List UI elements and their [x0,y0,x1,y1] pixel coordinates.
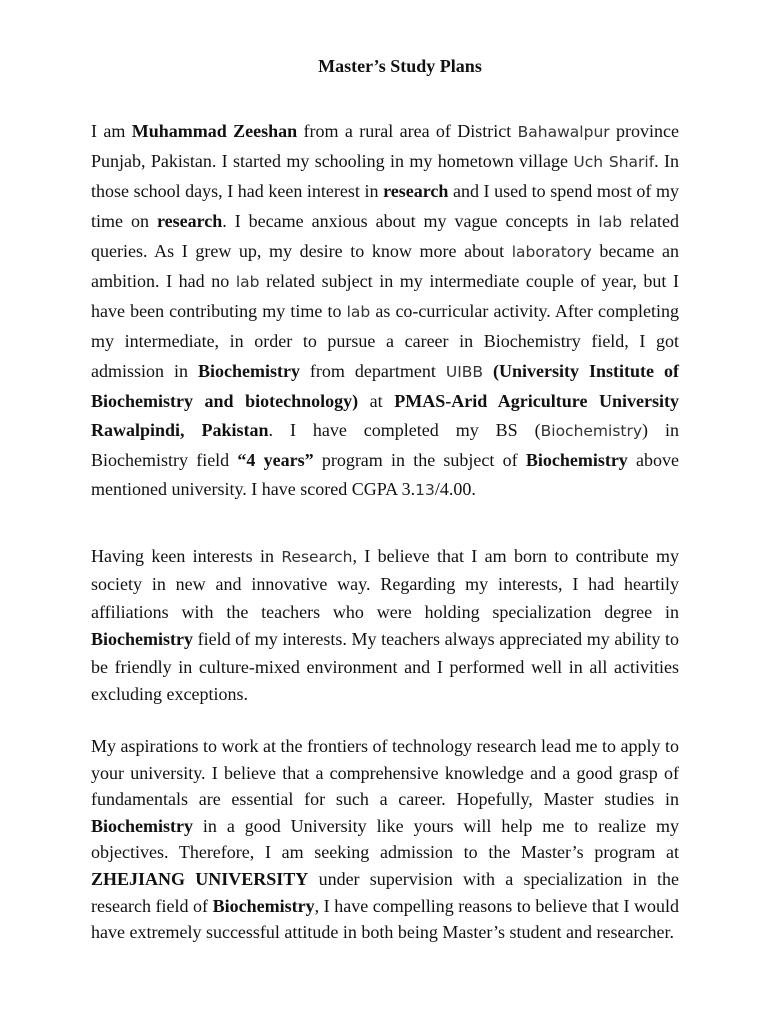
p1-text-5: and I used to spend most of my time on [91,181,679,231]
lab-term-2: lab [235,273,260,292]
p1-text-14: . I have completed my BS ( [268,420,541,441]
university-name: PMAS-Arid Agriculture University Rawalpindi, Pakistan [91,390,679,441]
p3-text-1: My aspirations to work at the frontiers of technology research lead me to apply to your university. I believe that a comprehensive knowledge and a good grasp of fundamentals are essential for such a career. Hopefully, Master studies in [91,736,679,810]
p1-text-6: . I became anxious about my vague concepts in [222,210,599,231]
p1-text-9: related subject in my intermediate couple of year, but I have been contributing my time to [91,271,679,322]
village-name: Uch Sharif [573,153,655,172]
p2-text-2: , I believe that I am born to contribute my society in new and innovative way. Regarding my interests, I had heartily affiliations with the teachers who were holding specialization degree in [91,546,679,622]
biochemistry-paren: Biochemistry [540,422,643,441]
research-term-1: research [383,181,449,202]
laboratory-term: laboratory [511,242,592,261]
p1-text-8: became an ambition. I had no [91,240,679,292]
p1-text-17: above mentioned university. I have scored CGPA 3. [91,450,680,500]
p1-text-7: related queries. As I grew up, my desire to know more about [91,210,679,261]
paragraph-interests [91,543,679,708]
research-term-sans: Research [281,548,353,566]
p3-text-3: under supervision with a specialization in the research field of [91,868,680,916]
biochemistry-term-4: Biochemistry [91,815,193,836]
lab-term-3: lab [346,303,371,322]
program-duration: “4 years” [237,450,314,471]
p2-text-1: Having keen interests in [91,546,282,566]
research-term-2: research [156,210,223,231]
p2-text-3: field of my interests. My teachers always appreciated my ability to be friendly in culture-mixed environment and I performed well in all activities excluding exceptions. [91,629,679,705]
page-title: Master’s Study Plans [318,56,482,76]
p1-text-4: . In those school days, I had keen interest in [91,151,679,202]
p1-text-15: ) in Biochemistry field [91,420,679,471]
biochemistry-term-2: Biochemistry [525,450,628,471]
biochemistry-term-3: Biochemistry [91,629,193,650]
lab-term-1: lab [598,212,623,231]
cgpa-digits: 13 [415,481,435,500]
zhejiang-university: ZHEJIANG UNIVERSITY [91,868,309,889]
p1-text-16: program in the subject of [313,450,526,471]
biochemistry-term-1: Biochemistry [197,360,300,381]
paragraph-background [91,117,679,506]
p1-text-2: from a rural area of District [297,121,518,141]
p1-text-10: as co-curricular activity. After completing my intermediate, in order to pursue a career in Biochemistry field, I got admission in [91,301,679,381]
p1-text-12 [483,361,493,381]
p1-text-1: I am [91,121,132,141]
uibb-acronym: UIBB [445,362,484,381]
institute-name: (University Institute of Biochemistry and biotechnology) [91,360,679,411]
p1-text-11: from department [299,360,446,381]
author-name: Muhammad Zeeshan [131,121,298,141]
biochemistry-term-5: Biochemistry [212,895,315,916]
p3-text-4: , I have compelling reasons to believe that I would have extremely successful attitude in both being Master’s student and researcher. [91,895,679,943]
p1-text-13: at [358,390,395,411]
paragraph-aspirations [91,733,679,946]
district-name: Bahawalpur [517,123,610,141]
p1-text-18: /4.00. [434,479,476,500]
p1-text-3: province Punjab, Pakistan. I started my schooling in my hometown village [91,121,680,172]
p3-text-2: in a good University like yours will help me to realize my objectives. Therefore, I am seeking admission to the Master’s program at [91,815,679,863]
